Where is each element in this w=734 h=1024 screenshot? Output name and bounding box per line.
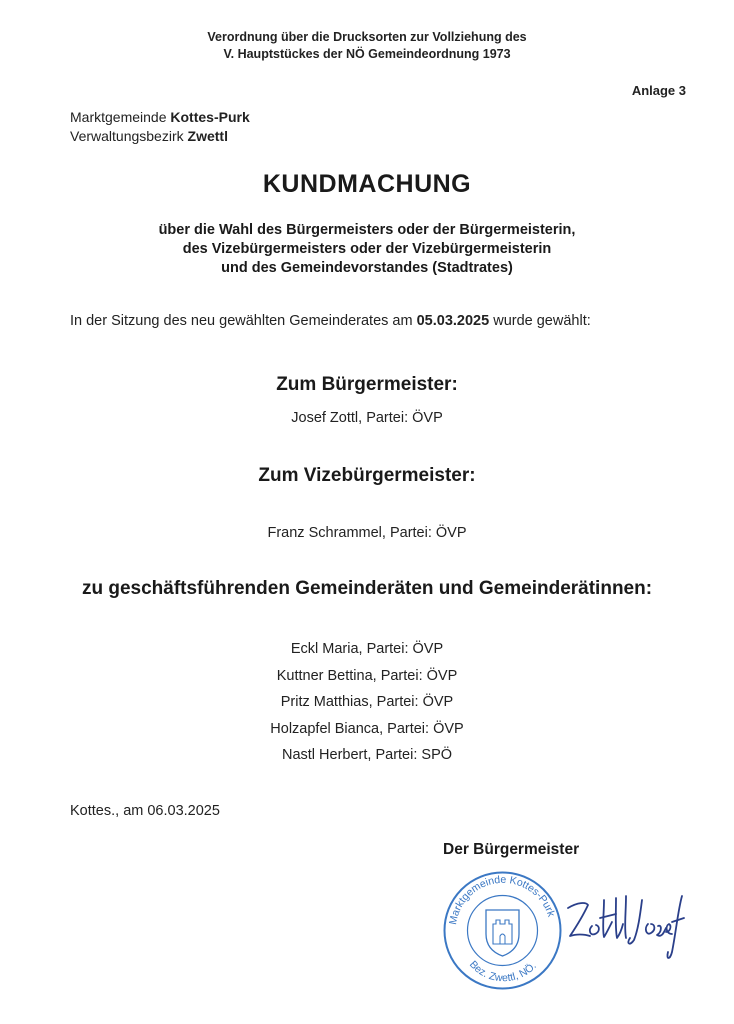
intro-text-after: wurde gewählt: — [493, 313, 591, 329]
municipal-seal — [440, 868, 565, 993]
coat-of-arms-tower — [493, 920, 512, 944]
document-title: KUNDMACHUNG — [262, 170, 472, 198]
municipality-line — [70, 108, 250, 127]
district-name: Zwettl — [187, 128, 228, 144]
document-subtitle — [0, 221, 734, 278]
councillors-list — [0, 636, 734, 769]
municipality-name: Kottes-Purk — [170, 109, 250, 125]
district-label: Verwaltungsbezirk — [70, 128, 184, 144]
vice-mayor-name: Franz Schrammel, Partei: ÖVP — [267, 525, 467, 541]
mayor-heading: Zum Bürgermeister: — [276, 374, 458, 395]
vice-mayor-heading: Zum Vizebürgermeister: — [258, 465, 476, 486]
mayor-signature — [560, 880, 690, 965]
signer-title: Der Bürgermeister — [443, 841, 580, 858]
regulation-header — [0, 29, 734, 63]
mayor-name: Josef Zottl, Partei: ÖVP — [291, 410, 443, 426]
intro-text-before: In der Sitzung des neu gewählten Gemeinderates am — [70, 313, 413, 329]
subtitle-line-3: und des Gemeindevorstandes (Stadtrates) — [221, 260, 513, 276]
seal-text-top: Marktgemeinde Kottes-Purk — [447, 873, 558, 926]
place-and-date: Kottes., am 06.03.2025 — [70, 803, 220, 819]
coat-of-arms-shield — [486, 910, 519, 956]
municipality-label: Marktgemeinde — [70, 109, 167, 125]
list-item: Nastl Herbert, Partei: SPÖ — [281, 747, 453, 763]
subtitle-line-2: des Vizebürgermeisters oder der Vizebürgermeisterin — [182, 241, 552, 257]
list-item: Pritz Matthias, Partei: ÖVP — [280, 694, 454, 710]
intro-sentence — [70, 313, 591, 329]
regulation-header-line-1: Verordnung über die Drucksorten zur Vollziehung des — [207, 30, 527, 44]
list-item: Eckl Maria, Partei: ÖVP — [290, 641, 444, 657]
session-date: 05.03.2025 — [416, 313, 490, 329]
list-item: Kuttner Bettina, Partei: ÖVP — [276, 667, 458, 684]
district-line — [70, 127, 250, 146]
list-item: Holzapfel Bianca, Partei: ÖVP — [270, 720, 464, 737]
annex-label: Anlage 3 — [631, 83, 686, 98]
seal-text-bottom: Bez. Zwettl, NÖ. — [466, 958, 539, 985]
regulation-header-line-2: V. Hauptstückes der NÖ Gemeindeordnung 1973 — [223, 47, 511, 61]
municipality-block — [70, 108, 250, 146]
councillors-heading: zu geschäftsführenden Gemeinderäten und Gemeinderätinnen: — [81, 578, 653, 599]
subtitle-line-1: über die Wahl des Bürgermeisters oder der Bürgermeisterin, — [158, 222, 576, 238]
